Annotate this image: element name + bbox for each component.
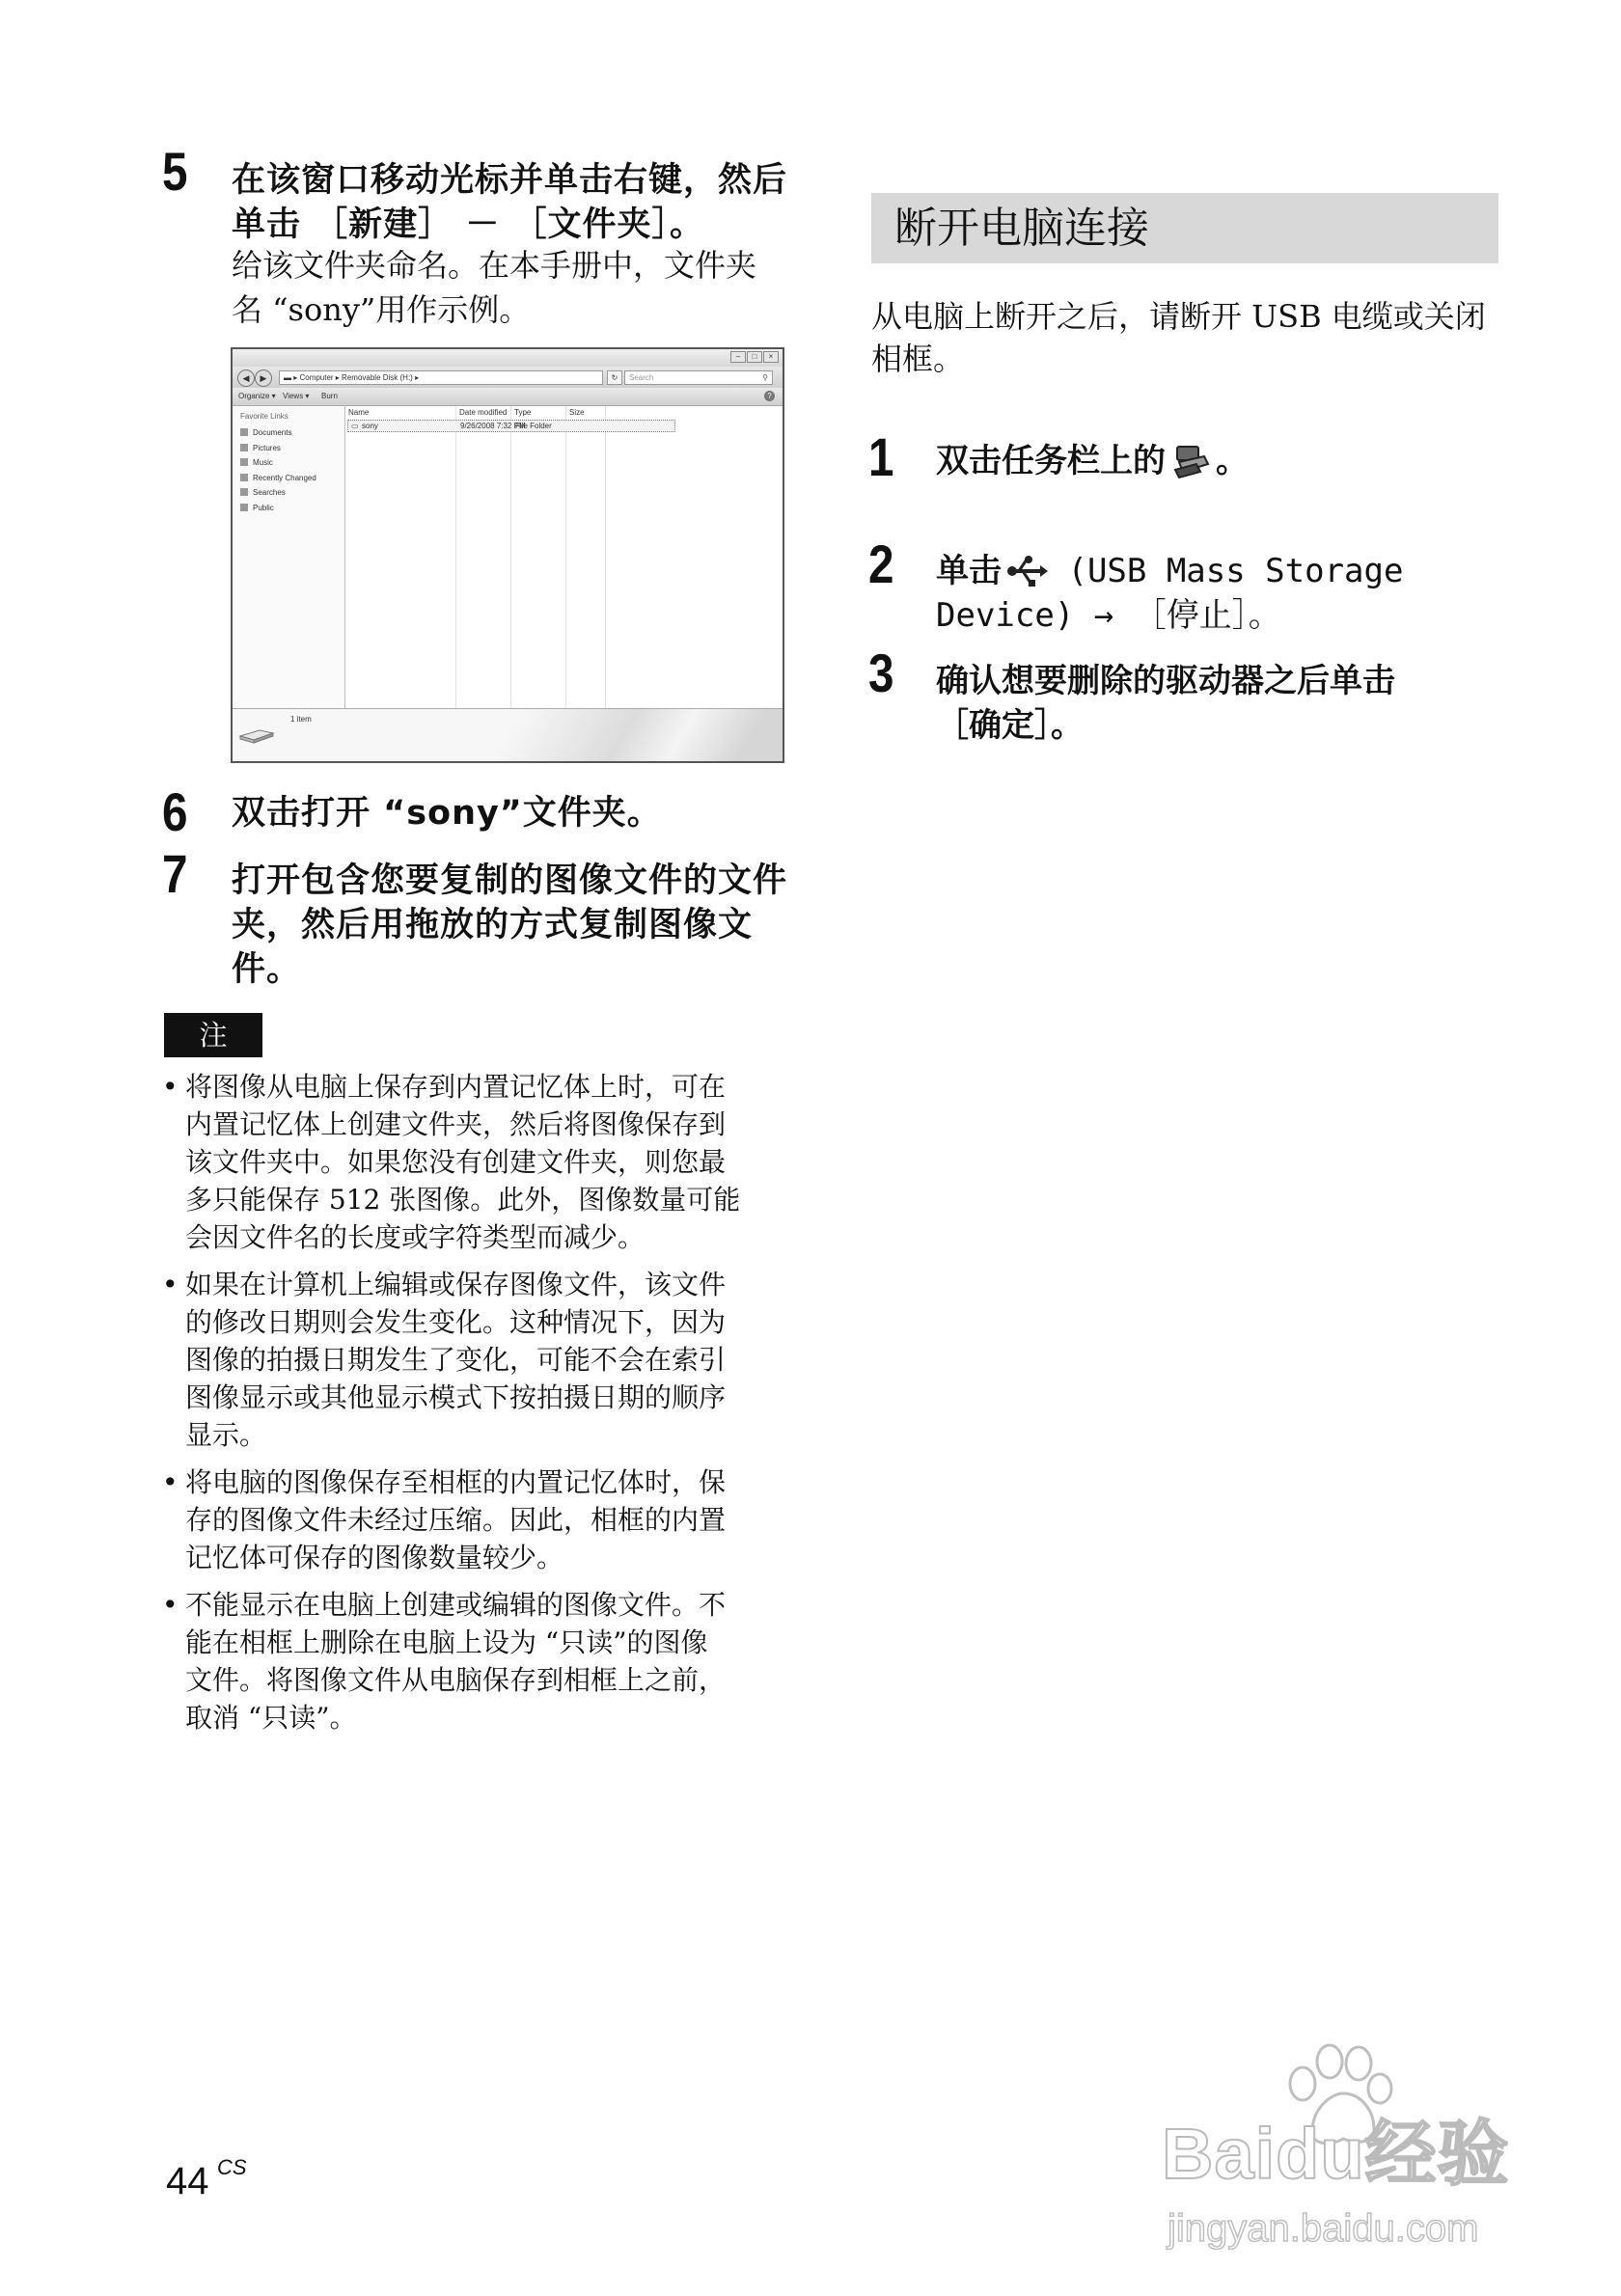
favorite-link-item[interactable]	[240, 441, 316, 456]
favorite-link-label: Public	[253, 503, 274, 512]
note-label: 注	[164, 1013, 262, 1057]
maximize-icon[interactable]: □	[747, 351, 762, 363]
step-text-line	[936, 550, 1403, 592]
file-name: sony	[362, 422, 378, 430]
step-text-rest: (USB Mass Storage	[1048, 552, 1404, 590]
details-pane	[233, 708, 783, 762]
step-text-line	[936, 704, 1084, 747]
bullet-icon: •	[162, 1269, 179, 1300]
back-arrow-icon[interactable]: ◀	[237, 369, 255, 387]
step-text-line: 在该窗口移动光标并单击右键，然后	[232, 161, 788, 200]
organize-button[interactable]: Organize ▾	[238, 392, 276, 400]
step-subtext-line: 名 “sony”用作示例。	[232, 291, 531, 328]
file-date: 9/26/2008 7:32 PM	[460, 422, 526, 430]
step-number: 1	[868, 426, 894, 487]
favorite-link-label: Pictures	[253, 443, 281, 452]
note-line: 多只能保存 512 张图像。此外，图像数量可能	[185, 1184, 741, 1216]
watermark-url: jingyan.baidu.com	[1168, 2207, 1479, 2250]
note-line: 图像显示或其他显示模式下按拍摄日期的顺序	[185, 1381, 727, 1413]
favorite-link-label: Searches	[253, 488, 286, 497]
favorite-links-list	[240, 425, 316, 515]
step-text-suffix: 。	[1216, 442, 1249, 480]
forward-arrow-icon[interactable]: ▶	[255, 369, 272, 387]
explorer-window-screenshot	[231, 347, 784, 763]
folder-icon	[240, 504, 248, 511]
folder-icon	[240, 474, 248, 481]
note-line: 会因文件名的长度或字符类型而减少。	[185, 1221, 646, 1253]
step-number: 6	[162, 781, 188, 842]
note-item	[162, 1068, 789, 1256]
window-title-bar	[233, 349, 783, 367]
step-text: 确认想要删除的驱动器之后单击	[936, 662, 1395, 700]
command-toolbar	[233, 388, 783, 406]
step-text-prefix: 单击	[936, 552, 1002, 590]
note-line: 记忆体可保存的图像数量较少。	[185, 1542, 564, 1573]
section-title: 断开电脑连接	[871, 193, 1498, 263]
note-line: 该文件夹中。如果您没有创建文件夹，则您最	[185, 1146, 727, 1178]
section-intro	[871, 295, 1498, 380]
note-line: 内置记忆体上创建文件夹，然后将图像保存到	[185, 1108, 727, 1140]
removable-drive-icon	[238, 724, 275, 744]
folder-icon	[240, 458, 248, 466]
address-path-field[interactable]: ▬ ▸ Computer ▸ Removable Disk (H:) ▸	[279, 370, 603, 385]
favorite-links-header: Favorite Links	[240, 412, 288, 421]
note-line: 图像的拍摄日期发生了变化，可能不会在索引	[185, 1344, 727, 1376]
minimize-icon[interactable]: –	[730, 351, 746, 363]
help-icon[interactable]: ?	[764, 391, 775, 401]
note-item	[162, 1266, 789, 1454]
step-text-line	[936, 440, 1249, 482]
item-count: 1 item	[290, 715, 312, 724]
step-number: 2	[868, 533, 894, 594]
intro-line: 相框。	[871, 341, 965, 377]
note-item	[162, 1586, 789, 1736]
intro-line: 从电脑上断开之后，请断开 USB 电缆或关闭	[871, 298, 1486, 335]
views-button[interactable]: Views ▾	[283, 392, 310, 400]
note-line: 文件。将图像文件从电脑保存到相框上之前，	[185, 1664, 727, 1696]
note-line: 能在相框上删除在电脑上设为 “只读”的图像	[185, 1626, 708, 1658]
note-line: 的修改日期则会发生变化。这种情况下，因为	[185, 1306, 727, 1338]
note-item	[162, 1463, 789, 1576]
bullet-icon: •	[162, 1071, 179, 1103]
column-divider	[345, 406, 456, 708]
file-row-sony[interactable]	[347, 420, 675, 432]
favorite-link-label: Documents	[253, 428, 292, 437]
step-text-line: Device) → ［停止］。	[936, 596, 1281, 635]
favorite-link-label: Music	[253, 458, 273, 467]
folder-icon: ▭	[351, 422, 359, 430]
note-line: 将图像从电脑上保存到内置记忆体上时，可在	[185, 1071, 727, 1103]
page-number: 44	[166, 2160, 209, 2202]
search-placeholder: Search	[629, 373, 654, 382]
step-text: ［确定］。	[936, 706, 1084, 745]
favorite-link-item[interactable]	[240, 425, 316, 441]
favorite-link-label: Recently Changed	[253, 473, 316, 482]
search-icon: ⚲	[762, 373, 768, 382]
favorite-link-item[interactable]	[240, 485, 316, 501]
note-line: 存的图像文件未经过压缩。因此，相框的内置	[185, 1504, 727, 1536]
usb-device-icon	[1007, 554, 1048, 588]
favorite-link-item[interactable]	[240, 501, 316, 516]
column-divider	[456, 406, 511, 708]
file-list-pane	[345, 406, 783, 708]
column-divider	[511, 406, 566, 708]
step-number: 7	[162, 843, 188, 904]
step-text-line	[936, 660, 1395, 702]
folder-icon	[240, 488, 248, 496]
step-text-line: 件。	[232, 950, 302, 989]
folder-icon	[240, 444, 248, 451]
favorite-link-item[interactable]	[240, 471, 316, 486]
search-input[interactable]	[624, 370, 773, 385]
notes-list	[162, 1068, 789, 1746]
close-icon[interactable]: ×	[763, 351, 779, 363]
bullet-icon: •	[162, 1466, 179, 1498]
safely-remove-hardware-icon	[1171, 443, 1210, 479]
bullet-icon: •	[162, 1589, 179, 1621]
folder-icon	[240, 428, 248, 436]
watermark-brand: Baidu经验	[1162, 2114, 1510, 2194]
favorite-link-item[interactable]	[240, 455, 316, 471]
address-bar	[233, 367, 783, 388]
language-code: CS	[217, 2155, 247, 2179]
note-line: 显示。	[185, 1419, 267, 1451]
step-text-line: 单击 ［新建］ － ［文件夹］。	[232, 205, 705, 244]
file-type: File Folder	[515, 422, 552, 430]
step-text-line: 夹，然后用拖放的方式复制图像文	[232, 906, 754, 944]
baidu-watermark	[1148, 2040, 1553, 2272]
step-number: 5	[162, 141, 188, 202]
note-line: 不能显示在电脑上创建或编辑的图像文件。不	[185, 1589, 727, 1621]
column-header-date[interactable]: Date modified	[459, 408, 508, 417]
note-line: 将电脑的图像保存至相框的内置记忆体时，保	[185, 1466, 727, 1498]
step-text-line: 打开包含您要复制的图像文件的文件	[232, 861, 788, 900]
step-subtext-line: 给该文件夹命名。在本手册中，文件夹	[232, 247, 757, 284]
column-header-name[interactable]: Name	[348, 408, 370, 417]
navigation-pane	[233, 406, 345, 708]
note-line: 如果在计算机上编辑或保存图像文件，该文件	[185, 1269, 727, 1300]
step-text-prefix: 双击任务栏上的	[936, 442, 1166, 480]
column-header-type[interactable]: Type	[514, 408, 532, 417]
refresh-icon[interactable]: ↻	[607, 370, 622, 385]
burn-button[interactable]: Burn	[321, 392, 338, 400]
step-number: 3	[868, 642, 894, 703]
column-divider	[566, 406, 606, 708]
note-line: 取消 “只读”。	[185, 1702, 357, 1734]
column-header-size[interactable]: Size	[569, 408, 585, 417]
step-text-line: 双击打开 “sony”文件夹。	[232, 794, 662, 833]
